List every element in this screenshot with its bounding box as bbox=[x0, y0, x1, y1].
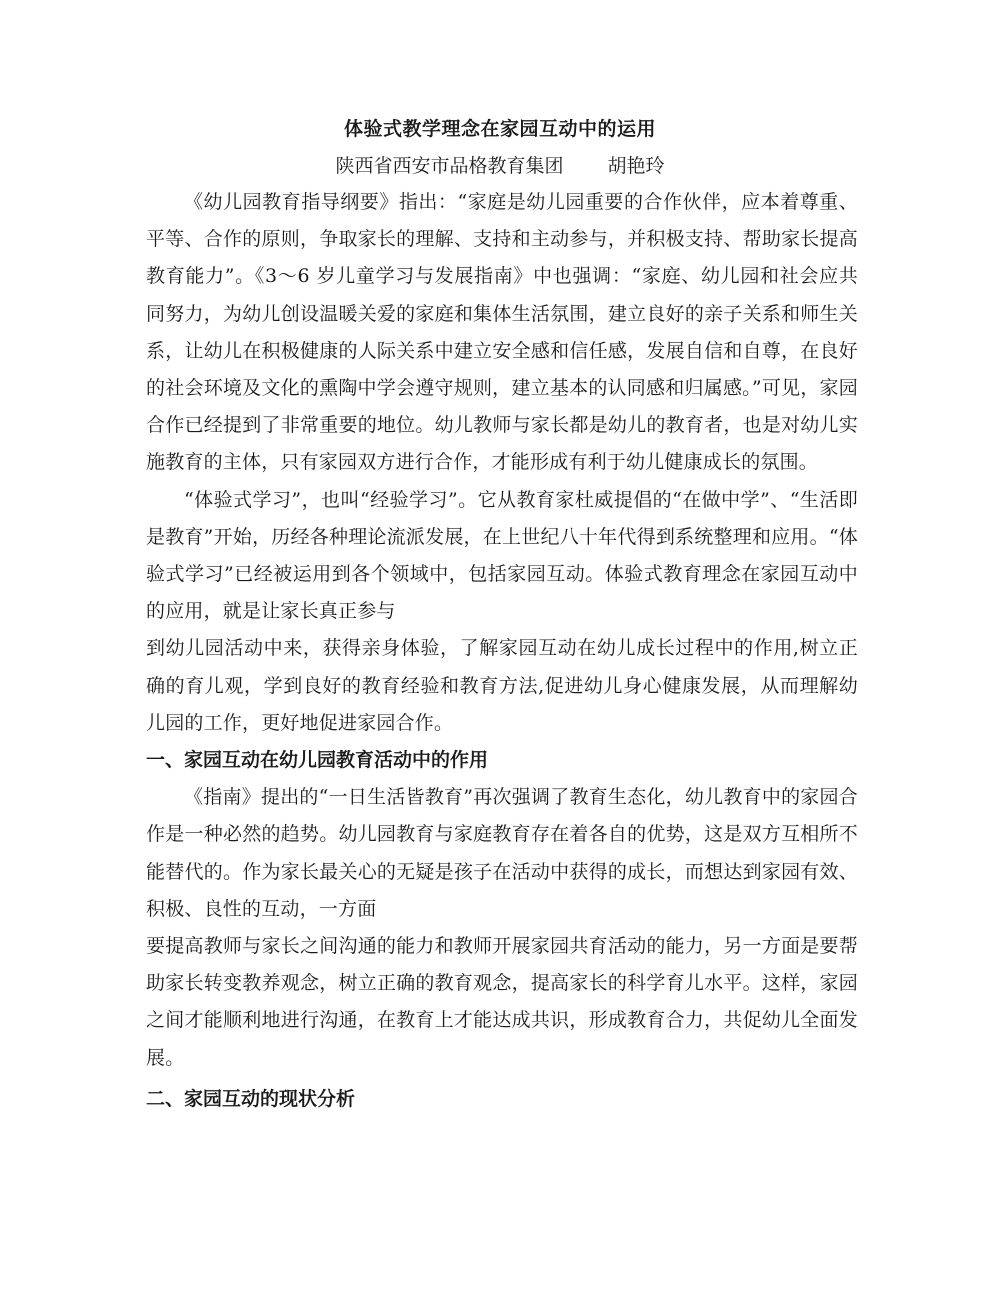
section-1-paragraph-1: 《指南》提出的“一日生活皆教育”再次强调了教育生态化，幼儿教育中的家园合作是一种必然的趋势。幼儿园教育与家庭教育存在着各自的优势，这是双方互相所不能替代的。作为家长最关心的无疑是孩子在活动中获得的成长，而想达到家园有效、积极、良性的互动，一方面 bbox=[146, 786, 858, 920]
section-2-heading: 二、家园互动的现状分析 bbox=[146, 1087, 356, 1110]
document-title: 体验式教学理念在家园互动中的运用 bbox=[343, 118, 656, 140]
document-byline bbox=[0, 150, 1000, 182]
paragraph-3: 到幼儿园活动中来，获得亲身体验，了解家园互动在幼儿成长过程中的作用,树立正确的育儿观，学到良好的教育经验和教育方法,促进幼儿身心健康发展，从而理解幼儿园的工作，更好地促进家园合作。 bbox=[146, 637, 858, 734]
section-1-heading: 一、家园互动在幼儿园教育活动中的作用 bbox=[146, 749, 489, 772]
paragraph-1: 《幼儿园教育指导纲要》指出：“家庭是幼儿园重要的合作伙伴，应本着尊重、平等、合作的原则，争取家长的理解、支持和主动参与，并积极支持、帮助家长提高教育能力”。《3～6 岁儿童学习与发展指南》中也强调：“家庭、幼儿园和社会应共同努力，为幼儿创设温暖关爱的家庭和集体生活氛围，建立良好的亲子关系和师生关系，让幼儿在积极健康的人际关系中建立安全感和信任感，发展自信和自尊，在良好的社会环境及文化的熏陶中学会遵守规则，建立基本的认同感和归属感。”可见，家园合作已经提到了非常重要的地位。幼儿教师与家长都是幼儿的教育者，也是对幼儿实施教育的主体，只有家园双方进行合作，才能形成有利于幼儿健康成长的氛围。 bbox=[146, 191, 858, 474]
document-body bbox=[146, 184, 858, 1118]
paragraph-2: “体验式学习”，也叫“经验学习”。它从教育家杜威提倡的“在做中学”、“生活即是教育”开始，历经各种理论流派发展，在上世纪八十年代得到系统整理和应用。“体验式学习”已经被运用到各个领域中，包括家园互动。体验式教育理念在家园互动中的应用，就是让家长真正参与 bbox=[146, 488, 858, 623]
byline-organization: 陕西省西安市品格教育集团 bbox=[335, 155, 564, 177]
section-1-paragraph-2: 要提高教师与家长之间沟通的能力和教师开展家园共育活动的能力，另一方面是要帮助家长转变教养观念，树立正确的教育观念，提高家长的科学育儿水平。这样，家园之间才能顺利地进行沟通，在教育上才能达成共识，形成教育合力，共促幼儿全面发展。 bbox=[146, 935, 858, 1069]
byline-author: 胡艳玲 bbox=[607, 155, 665, 177]
